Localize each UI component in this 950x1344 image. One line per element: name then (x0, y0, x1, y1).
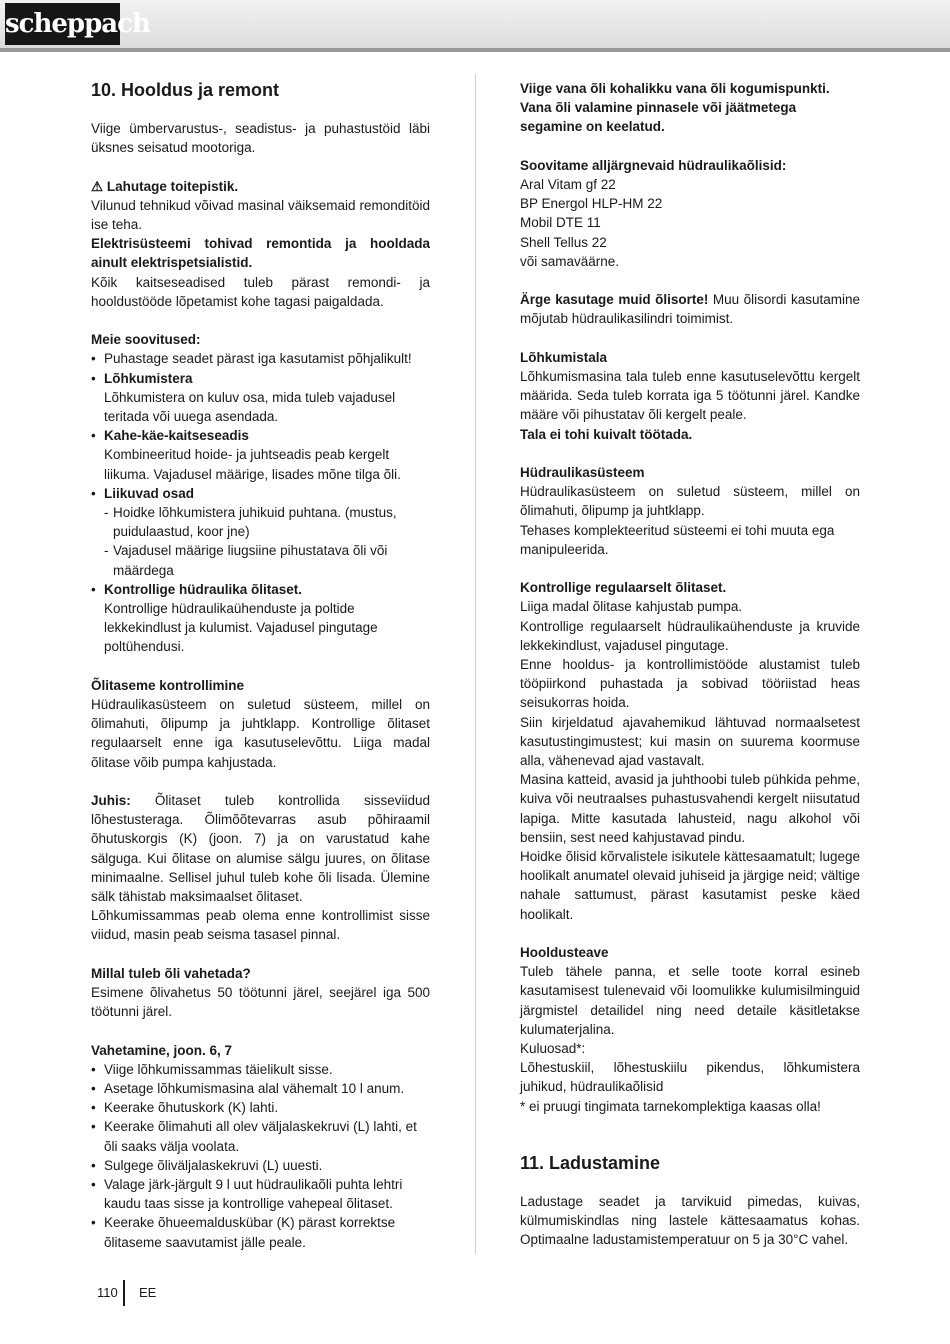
storage-text: Ladustage seadet ja tarvikuid pimedas, kuivas, külmumiskindlas ning lastele kättesaamatus kohas. Optimaalne ladustamistemperatuur on 5 ja 30°C vahel. (520, 1193, 860, 1248)
list-item: • Asetage lõhkumismasina alal vähemalt 10 l anum. (91, 1081, 405, 1097)
oil-change-title: Vahetamine, joon. 6, 7 (91, 1042, 233, 1058)
hint-paragraph-2: Lõhkumissammas peab olema enne kontrollimist sisse viidud, masin peab seisma tasasel pinnal. (91, 908, 430, 943)
list-item: • Kontrollige hüdraulika õlitaset. Kontrollige hüdraulikaühenduste ja poltide lekkekindlust ja kulumist. Vajadusel pingutage poltühendusi. (91, 581, 378, 655)
beam-text: Lõhkumismasina tala tuleb enne kasutuselevõttu kergelt määrida. Seda tuleb korrata iga 5 töötunni järel. Kandke määre või pihustatav õli kergelt peale. (520, 369, 860, 423)
column-divider (475, 74, 476, 1254)
check-oil-title: Kontrollige regulaarselt õlitaset. (520, 580, 727, 596)
service-info-text: * ei pruugi tingimata tarnekomplektiga kaasas olla! (520, 1098, 821, 1114)
oil-item: Shell Tellus 22 (520, 234, 607, 250)
list-item: • Valage järk-järgult 9 l uut hüdraulikaõli puhta lehtri kaudu taas sisse ja kontrollige vahepeal õlitaset. (91, 1177, 403, 1212)
oil-change-when-text: Esimene õlivahetus 50 töötunni järel, seejärel iga 500 töötunni järel. (91, 985, 430, 1020)
list-item: • Keerake õhueemalduskübar (K) pärast korrektse õlitaseme saavutamist jälle peale. (91, 1215, 396, 1250)
hydraulic-title: Hüdraulikasüsteem (520, 465, 645, 480)
service-info-text: Tuleb tähele panna, et selle toote korral esineb kasutamisest tulenevaid või loomulikke kulumisilminguid järgmistel detailidel ning need detaile käsitletakse kulumaterjalina. (520, 964, 860, 1037)
check-oil-text: Siin kirjeldatud ajavahemikud lähtuvad normaalsetest kasutustingimustest; kui masin on suurema koormuse alla, vähenevad ajad vastavalt. (520, 714, 860, 769)
left-column (91, 79, 430, 1252)
check-oil-text: Liiga madal õlitase kahjustab pumpa. (520, 599, 743, 615)
hydraulic-text-2: Tehases komplekteeritud süsteemi ei tohi muuta ega manipuleerida. (520, 522, 835, 557)
oil-item: BP Energol HLP-HM 22 (520, 196, 663, 212)
recommended-oils-title: Soovitame alljärgnevaid hüdraulikaõlisid: (520, 157, 787, 173)
recommendations-list (91, 349, 430, 656)
hint-paragraph: Juhis: Õlitaset tuleb kontrollida sisseviidud lõhestusteraga. Õlimõõtevarras asub põhiraamil õhutuskorgis (K) (joon. 7) ja on varustatud kahe sälguga. Kui õlitase on alumise sälgu juures, on õlitase minimaalne. Sellisel juhul tuleb kohe õli lisada. Ülemine sälk tähistab maksimaalset õlitaset. (91, 793, 430, 905)
list-item: • Kahe-käe-kaitseseadis Kombineeritud hoide- ja juhtseadis peab kergelt liikuma. Vajadusel määrige, lisades mõne tilga õli. (91, 428, 401, 482)
dash-item: - Vajadusel määrige liugsiine pihustatava õli või määrdega (104, 543, 388, 578)
check-oil-text: Masina katteid, avasid ja juhthoobi tuleb pühkida pehme, kuiva või neutraalses puhastusvahendi kergelt niisutatud lapiga. Mitte kasutada lahusteid, nagu alkohol või bensiin, sest need kahjustavad pindu. (520, 772, 860, 845)
oil-change-when-title: Millal tuleb õli vahetada? (91, 965, 251, 981)
no-other-oils: Ärge kasutage muid õlisorte! Muu õlisordi kasutamine mõjutab hüdraulikasilindri toimimist. (520, 292, 860, 327)
oil-level-title: Õlitaseme kontrollimine (91, 677, 245, 693)
page-number: 110 (97, 1285, 118, 1300)
beam-bold: Tala ei tohi kuivalt töötada. (520, 426, 693, 442)
intro-text: Viige ümbervarustus-, seadistus- ja puhastustöid läbi üksnes seisatud mootoriga. (91, 121, 430, 156)
warning-bold-text: Elektrisüsteemi tohivad remontida ja hooldada ainult elektrispetsialistid. (91, 236, 430, 271)
check-oil-text: Kontrollige regulaarselt hüdraulikaühenduste ja kruvide lekkekindlust, vajadusel pingutage. (520, 618, 860, 653)
warning-title: ⚠ Lahutage toitepistik. (91, 178, 239, 194)
list-item: • Liikuvad osad (91, 485, 195, 501)
service-info-text: Lõhestuskiil, lõhestuskiilu pikendus, lõhkumistera juhikud, hüdraulikaõlisid (520, 1060, 860, 1095)
warning-triangle-icon: ⚠ (91, 178, 104, 194)
beam-title: Lõhkumistala (520, 349, 608, 365)
list-item: • Keerake õlimahuti all olev väljalaskekruvi (L) lahti, et õli saaks välja voolata. (91, 1119, 417, 1154)
hydraulic-text: Hüdraulikasüsteem on suletud süsteem, millel on õlimahuti, õlipump ja juhtklapp. (520, 484, 860, 519)
oil-item: Mobil DTE 11 (520, 215, 601, 231)
service-info-title: Hooldusteave (520, 945, 609, 961)
list-item: • Viige lõhkumissammas täielikult sisse. (91, 1061, 333, 1077)
list-item: • Puhastage seadet pärast iga kasutamist põhjalikult! (91, 351, 412, 367)
footer-divider (123, 1280, 125, 1306)
dash-item: - Hoidke lõhkumistera juhikuid puhtana. (mustus, puidulaastud, koor jne) (104, 505, 397, 540)
oil-level-text: Hüdraulikasüsteem on suletud süsteem, millel on õlimahuti, õlipump ja juhtklapp. Kontrollige õlitaset regulaarselt enne iga kasutuselevõttu. Liiga madal õlitase võib pumpa kahjustada. (91, 697, 430, 770)
section-heading-maintenance: 10. Hooldus ja remont (91, 80, 280, 100)
warning-text-2: Kõik kaitseseadised tuleb pärast remondi- ja hooldustööde lõpetamist kohe tagasi paigaldada. (91, 274, 430, 309)
section-heading-storage: 11. Ladustamine (520, 1152, 661, 1173)
oil-change-list (91, 1060, 430, 1252)
old-oil-notice: Viige vana õli kohalikku vana õli kogumispunkti. Vana õli valamine pinnasele või jäätmetega segamine on keelatud. (520, 81, 830, 135)
warning-text: Vilunud tehnikud võivad masinal väiksemaid remonditöid ise teha. (91, 197, 430, 232)
check-oil-text: Hoidke õlisid kõrvalistele isikutele kättesaamatult; lugege hoolikalt anumatel olevaid juhiseid ja järgige neid; vältige nahale sattumust, pärast kasutamist peske käed hoolikalt. (520, 849, 860, 922)
list-item: • Sulgege õliväljalaskekruvi (L) uuesti. (91, 1157, 323, 1173)
language-code: EE (139, 1285, 157, 1300)
list-item: • Keerake õhutuskork (K) lahti. (91, 1100, 279, 1116)
oil-item: või samaväärne. (520, 253, 620, 269)
page-header (0, 0, 950, 52)
list-item: • Lõhkumistera Lõhkumistera on kuluv osa, mida tuleb vajadusel teritada või uuega asendada. (91, 370, 396, 425)
check-oil-text: Enne hooldus- ja kontrollimistööde alustamist tuleb tööpiirkond puhastada ja sobivad tööriistad heas seisukorras hoida. (520, 657, 860, 711)
right-column (520, 79, 860, 1249)
oil-item: Aral Vitam gf 22 (520, 177, 616, 192)
scheppach-logo: scheppach (5, 3, 120, 45)
recommendations-title: Meie soovitused: (91, 332, 201, 348)
service-info-text: Kuluosad*: (520, 1041, 586, 1057)
